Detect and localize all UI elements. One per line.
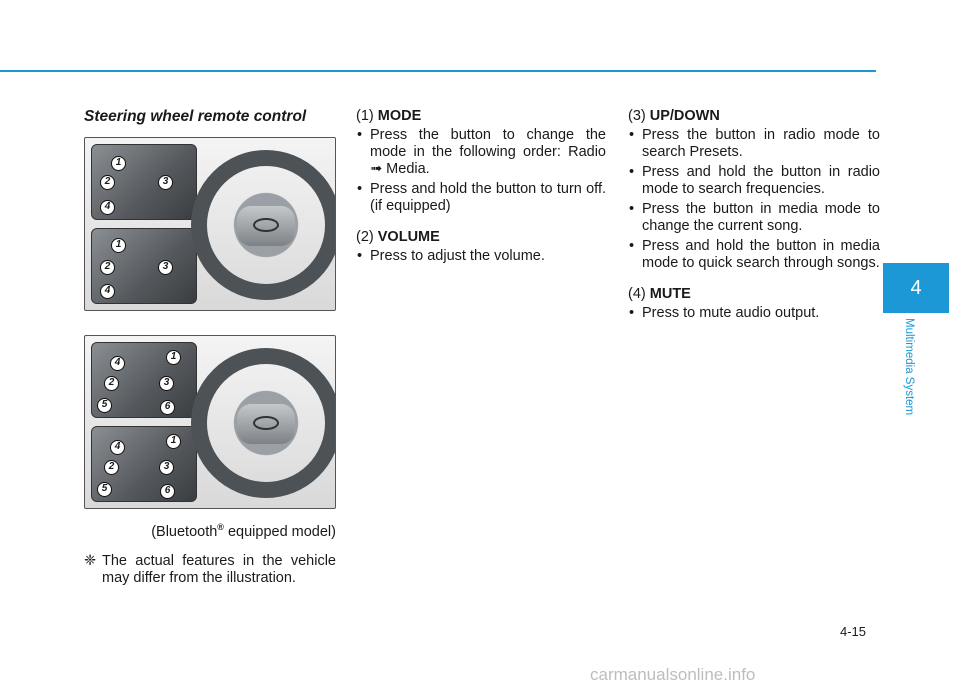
callout-2: 2: [100, 175, 115, 190]
callout-4: 4: [110, 440, 125, 455]
callout-4: 4: [100, 284, 115, 299]
item-heading-mute: (4) MUTE: [628, 286, 691, 302]
chapter-name: Multimedia System: [903, 318, 915, 416]
callout-4: 4: [100, 200, 115, 215]
list-item: • Press the button to change the mode in the following order: Radio ➟ Media.: [356, 127, 606, 178]
list-item: • Press and hold the button to turn off. (if equipped): [356, 181, 606, 215]
list-item: • Press and hold the button in media mode to quick search through songs.: [628, 238, 880, 272]
section-title: Steering wheel remote control: [84, 108, 307, 125]
brand-logo-icon: [253, 218, 279, 232]
top-rule: [0, 70, 876, 72]
callout-3: 3: [159, 460, 174, 475]
list-item: • Press the button in media mode to change the current song.: [628, 201, 880, 235]
callout-6: 6: [160, 484, 175, 499]
mute-bullets: [628, 305, 880, 322]
list-item: • Press the button in radio mode to search Presets.: [628, 127, 880, 161]
note-mark-icon: ❈: [84, 552, 97, 569]
updown-bullets: [628, 127, 880, 272]
item-heading-volume: (2) VOLUME: [356, 229, 440, 245]
steering-wheel-figure-bluetooth: [84, 335, 336, 509]
item-heading-updown: (3) UP/DOWN: [628, 108, 720, 124]
list-item: • Press to mute audio output.: [628, 305, 880, 322]
column-left: [84, 108, 336, 587]
note-text: The actual features in the vehicle may differ from the illustration.: [102, 552, 336, 586]
list-item: • Press to adjust the volume.: [356, 248, 606, 265]
item-heading-mode: (1) MODE: [356, 108, 422, 124]
callout-4: 4: [110, 356, 125, 371]
watermark: carmanualsonline.info: [590, 665, 756, 684]
list-item: • Press and hold the button in radio mode to search frequencies.: [628, 164, 880, 198]
callout-2: 2: [104, 376, 119, 391]
callout-5: 5: [97, 398, 112, 413]
volume-bullets: [356, 248, 606, 265]
column-right: [628, 108, 880, 336]
figure-caption: (Bluetooth® equipped model): [151, 522, 336, 540]
callout-1: 1: [111, 238, 126, 253]
callout-2: 2: [100, 260, 115, 275]
callout-1: 1: [111, 156, 126, 171]
illustration-note: [84, 553, 336, 587]
callout-3: 3: [158, 260, 173, 275]
callout-1: 1: [166, 434, 181, 449]
callout-5: 5: [97, 482, 112, 497]
steering-wheel-figure-standard: [84, 137, 336, 311]
page-number: 4-15: [840, 624, 867, 639]
brand-logo-icon: [253, 416, 279, 430]
column-middle: [356, 108, 606, 279]
callout-6: 6: [160, 400, 175, 415]
mode-bullets: [356, 127, 606, 215]
callout-1: 1: [166, 350, 181, 365]
callout-2: 2: [104, 460, 119, 475]
chapter-tab: 4: [883, 263, 949, 313]
callout-3: 3: [158, 175, 173, 190]
callout-3: 3: [159, 376, 174, 391]
